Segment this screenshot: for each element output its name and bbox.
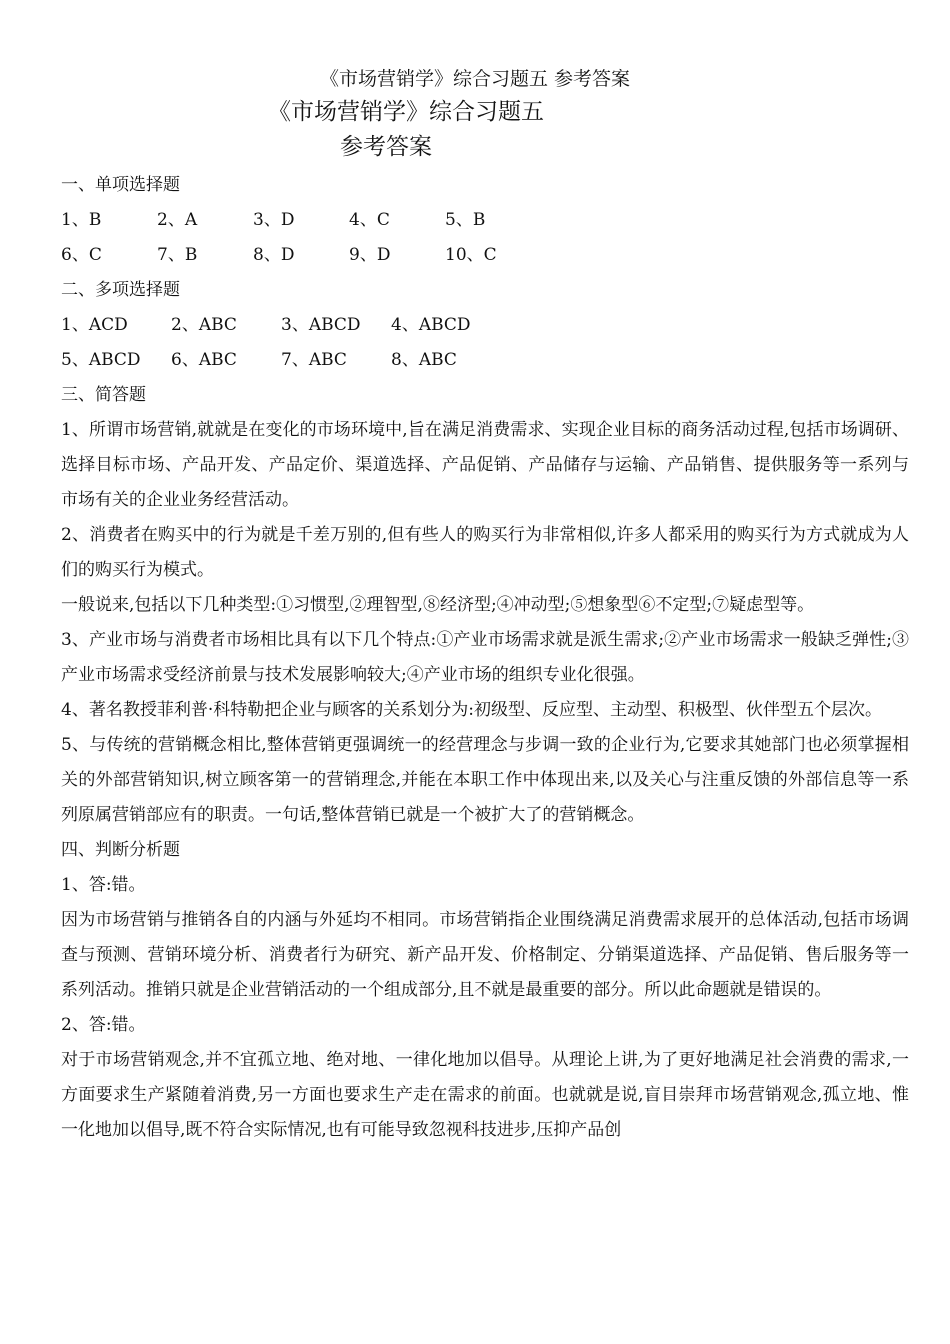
- document-body: [61, 168, 909, 1148]
- multiple-choice-row-1: [61, 308, 909, 343]
- short-answer-paragraph: 1、所谓市场营销,就就是在变化的市场环境中,旨在满足消费需求、实现企业目标的商务活动过程,包括市场调研、选择目标市场、产品开发、产品定价、渠道选择、产品促销、产品储存与运输、产品销售、提供服务等一系列与市场有关的企业业务经营活动。: [61, 420, 909, 510]
- answer-item: 7、B: [157, 245, 198, 265]
- short-answer-paragraph: 4、著名教授菲利普·科特勒把企业与顾客的关系划分为:初级型、反应型、主动型、积极型、伙伴型五个层次。: [61, 700, 882, 720]
- short-answer-paragraph: 一般说来,包括以下几种类型:①习惯型,②理智型,⑧经济型;④冲动型;⑤想象型⑥不定型;⑦疑虑型等。: [61, 595, 815, 615]
- section-heading-multiple-choice: 二、多项选择题: [61, 280, 180, 300]
- section-heading-single-choice: 一、单项选择题: [61, 175, 180, 195]
- answer-item: 3、ABCD: [281, 315, 361, 335]
- section-heading-short-answer: 三、简答题: [61, 385, 146, 405]
- running-header: 《市场营销学》综合习题五 参考答案: [319, 68, 631, 90]
- answer-item: 4、ABCD: [391, 315, 471, 335]
- answer-item: 2、A: [157, 210, 198, 230]
- answer-item: 3、D: [253, 210, 295, 230]
- answer-item: 1、B: [61, 210, 102, 230]
- judgment-paragraph: 因为市场营销与推销各自的内涵与外延均不相同。市场营销指企业围绕满足消费需求展开的总体活动,包括市场调查与预测、营销环境分析、消费者行为研究、新产品开发、价格制定、分销渠道选择、产品促销、售后服务等一系列活动。推销只就是企业营销活动的一个组成部分,且不就是最重要的部分。所以此命题就是错误的。: [61, 910, 909, 1000]
- short-answer-paragraph: 5、与传统的营销概念相比,整体营销更强调统一的经营理念与步调一致的企业行为,它要求其她部门也必须掌握相关的外部营销知识,树立顾客第一的营销理念,并能在本职工作中体现出来,以及关心与注重反馈的外部信息等一系列原属营销部应有的职责。一句话,整体营销已就是一个被扩大了的营销概念。: [61, 735, 909, 825]
- short-answer-paragraph: 2、消费者在购买中的行为就是千差万别的,但有些人的购买行为非常相似,许多人都采用的购买行为方式就成为人们的购买行为模式。: [61, 525, 909, 580]
- judgment-paragraph: 对于市场营销观念,并不宜孤立地、绝对地、一律化地加以倡导。从理论上讲,为了更好地满足社会消费的需求,一方面要求生产紧随着消费,另一方面也要求生产走在需求的前面。也就就是说,盲目崇拜市场营销观念,孤立地、惟一化地加以倡导,既不符合实际情况,也有可能导致忽视科技进步,压抑产品创: [61, 1050, 909, 1140]
- answer-item: 5、B: [445, 210, 486, 230]
- answer-item: 6、ABC: [171, 350, 237, 370]
- answer-item: 8、ABC: [391, 350, 457, 370]
- judgment-paragraph: 2、答:错。: [61, 1015, 146, 1035]
- answer-item: 7、ABC: [281, 350, 347, 370]
- document-title: 《市场营销学》综合习题五: [268, 99, 544, 125]
- answer-item: 8、D: [253, 245, 295, 265]
- multiple-choice-row-2: [61, 343, 909, 378]
- section-heading-judgment: 四、判断分析题: [61, 840, 180, 860]
- single-choice-row-2: [61, 238, 909, 273]
- document-subtitle: 参考答案: [340, 134, 432, 160]
- answer-item: 4、C: [349, 210, 390, 230]
- judgment-paragraph: 1、答:错。: [61, 875, 146, 895]
- answer-item: 10、C: [445, 245, 497, 265]
- single-choice-row-1: [61, 203, 909, 238]
- short-answer-paragraph: 3、产业市场与消费者市场相比具有以下几个特点:①产业市场需求就是派生需求;②产业市场需求一般缺乏弹性;③产业市场需求受经济前景与技术发展影响较大;④产业市场的组织专业化很强。: [61, 630, 909, 685]
- answer-item: 2、ABC: [171, 315, 237, 335]
- answer-item: 1、ACD: [61, 315, 128, 335]
- answer-item: 9、D: [349, 245, 391, 265]
- answer-item: 5、ABCD: [61, 350, 141, 370]
- answer-item: 6、C: [61, 245, 102, 265]
